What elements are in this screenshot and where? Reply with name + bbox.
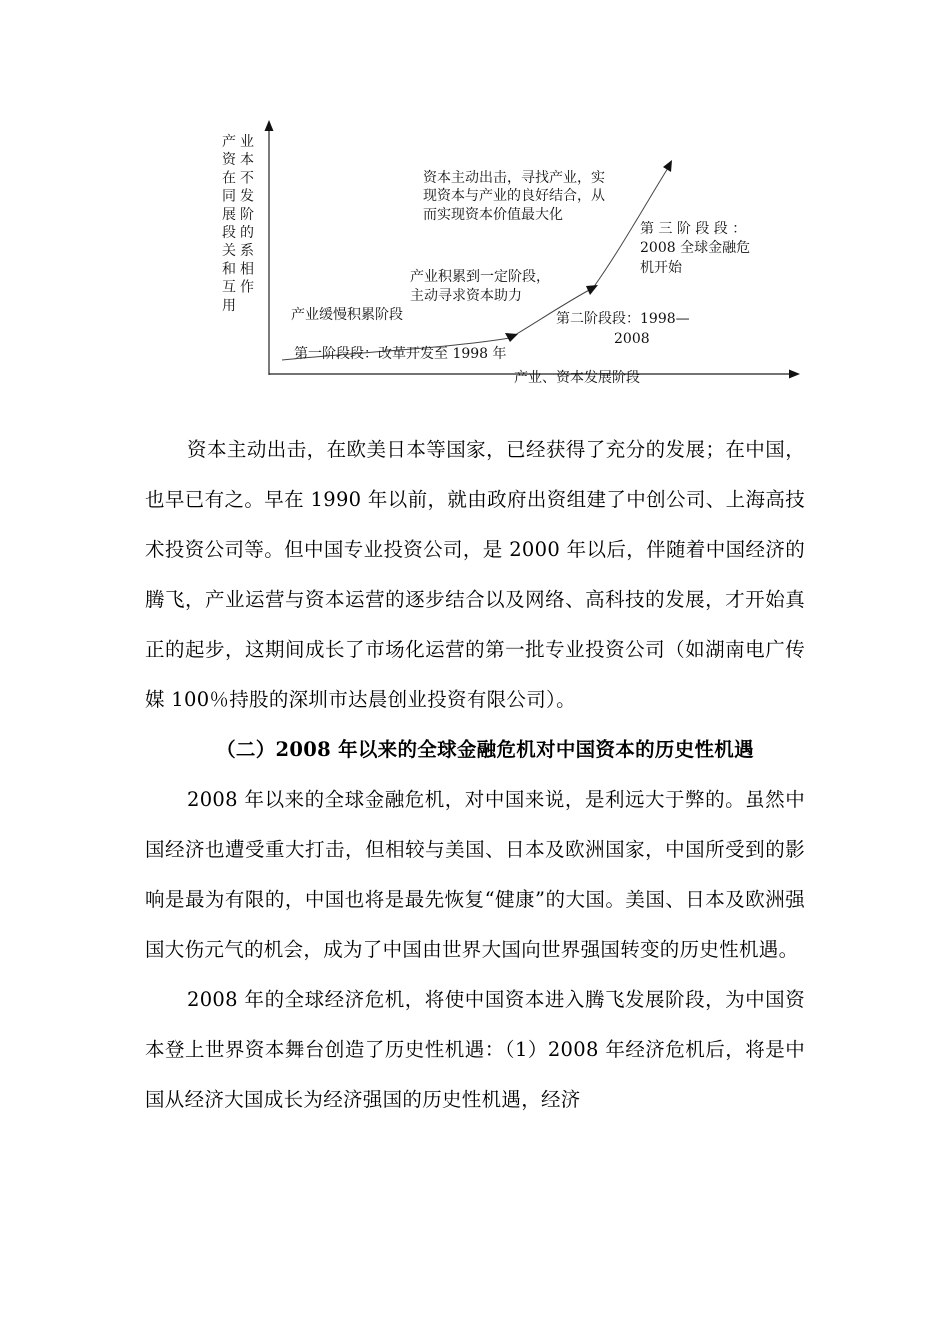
- stage2-label-line2: 2008: [614, 331, 650, 347]
- stage3-note-line2: 现资本与产业的良好结合，从: [423, 188, 605, 204]
- stage2-note-line1: 产业积累到一定阶段，: [410, 269, 550, 285]
- stage3-label-line1: 第 三 阶 段 段 ：: [640, 221, 747, 237]
- paragraph-1: 资本主动出击，在欧美日本等国家，已经获得了充分的发展；在中国，也早已有之。早在 1990 年以前，就由政府出资组建了中创公司、上海高技术投资公司等。但中国专业投资公司，是 2000 年以后，伴随着中国经济的腾飞，产业运营与资本运营的逐步结合以及网络、高科技的发展，才开始真正的起步，这期间成长了市场化运营的第一批专业投资公司（如湖南电广传媒 100％持股的深圳市达晨创业投资有限公司）。: [145, 438, 805, 711]
- body-text: [145, 425, 805, 1125]
- y-axis-arrow-icon: [265, 120, 274, 131]
- stage3-arrow-icon: [663, 160, 672, 172]
- paragraph-2: 2008 年以来的全球金融危机，对中国来说，是利远大于弊的。虽然中国经济也遭受重大打击，但相较与美国、日本及欧洲国家，中国所受到的影响是最为有限的，中国也将是最先恢复“健康”的大国。美国、日本及欧洲强国大伤元气的机会，成为了中国由世界大国向世界强国转变的历史性机遇。: [145, 788, 805, 961]
- stage1-arrow-icon: [505, 333, 518, 342]
- x-axis-label: 产业、资本发展阶段: [514, 370, 640, 386]
- stage1-left-note: 产业缓慢积累阶段: [291, 307, 403, 323]
- section-heading: （二）2008 年以来的全球金融危机对中国资本的历史性机遇: [216, 738, 754, 761]
- stage2-note-line2: 主动寻求资本助力: [410, 288, 522, 304]
- x-axis-arrow-icon: [789, 370, 800, 379]
- stage2-label-line1: 第二阶段段：1998—: [556, 311, 690, 327]
- paragraph-3: 2008 年的全球经济危机，将使中国资本进入腾飞发展阶段，为中国资本登上世界资本舞台创造了历史性机遇：（1）2008 年经济危机后，将是中国从经济大国成长为经济强国的历史性机遇，经济: [145, 988, 805, 1111]
- stage3-label-line3: 机开始: [640, 260, 682, 276]
- stage2-arrow-icon: [586, 285, 598, 295]
- stage-diagram: [0, 0, 950, 400]
- stage3-label-line2: 2008 全球金融危: [640, 240, 751, 256]
- stage3-note-line3: 而实现资本价值最大化: [423, 207, 563, 223]
- stage3-note-line1: 资本主动出击，寻找产业，实: [423, 170, 605, 186]
- stage1-label: 第一阶段段：改革开发至 1998 年: [294, 346, 507, 362]
- y-axis-label: 产业资本在不同发展阶段的关系和相互作用: [222, 134, 258, 314]
